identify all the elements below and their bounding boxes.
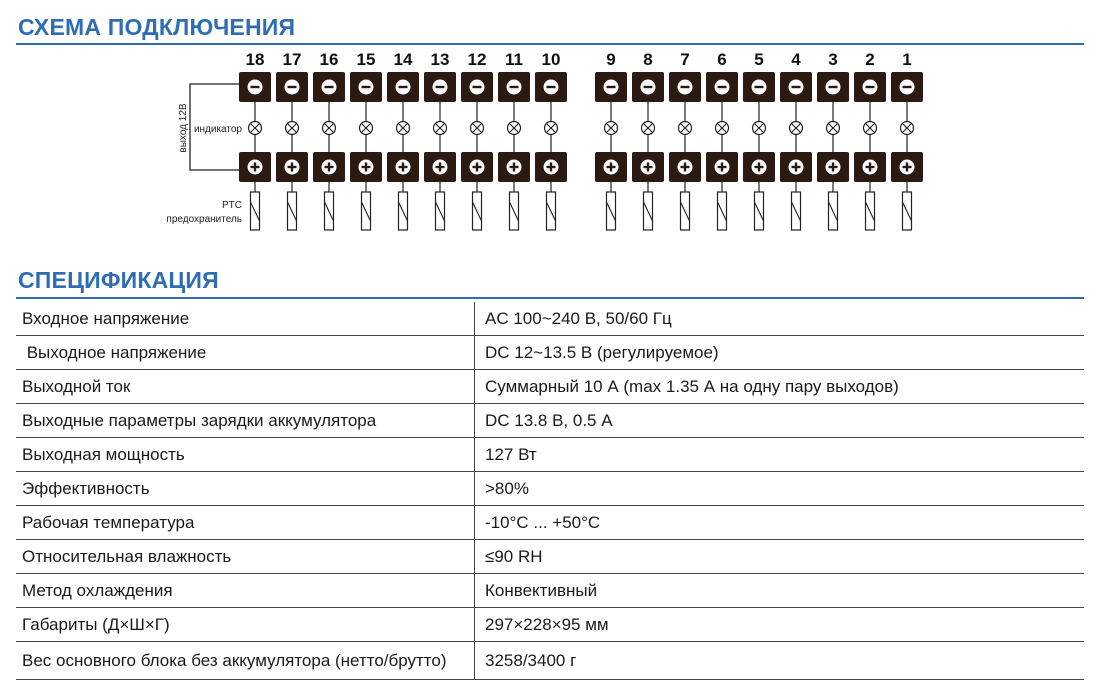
channel-left-0: [239, 50, 271, 230]
wiring-diagram: [0, 44, 1100, 244]
spec-row: [16, 336, 1084, 370]
channel-number: 16: [319, 50, 339, 69]
channel-number: 12: [467, 50, 487, 69]
spec-value: Суммарный 10 А (max 1.35 А на одну пару выходов): [475, 370, 1085, 404]
spec-table: [16, 302, 1084, 680]
spec-param: Габариты (Д×Ш×Г): [16, 608, 475, 642]
channel-left-7: [498, 50, 530, 230]
channel-number: 1: [902, 50, 912, 69]
spec-param: Эффективность: [16, 472, 475, 506]
channel-number: 6: [717, 50, 727, 69]
spec-row: [16, 472, 1084, 506]
channel-right-8: [891, 50, 923, 230]
spec-param: Метод охлаждения: [16, 574, 475, 608]
spec-param: Выходные параметры зарядки аккумулятора: [16, 404, 475, 438]
spec-value: Конвективный: [475, 574, 1085, 608]
spec-value: -10°C ... +50°C: [475, 506, 1085, 540]
spec-value: 297×228×95 мм: [475, 608, 1085, 642]
channel-right-1: [632, 50, 664, 230]
spec-row: [16, 438, 1084, 472]
channel-number: 18: [245, 50, 265, 69]
spec-row: [16, 370, 1084, 404]
spec-param: Рабочая температура: [16, 506, 475, 540]
spec-value: DC 12~13.5 В (регулируемое): [475, 336, 1085, 370]
channel-number: 4: [791, 50, 801, 69]
channel-number: 11: [505, 50, 523, 69]
spec-value: DC 13.8 В, 0.5 А: [475, 404, 1085, 438]
spec-row: [16, 540, 1084, 574]
channel-left-8: [535, 50, 567, 230]
spec-row: [16, 574, 1084, 608]
spec-value: 3258/3400 г: [475, 642, 1085, 680]
spec-param: Вес основного блока без аккумулятора (нетто/брутто): [16, 642, 475, 680]
channel-right-7: [854, 50, 886, 230]
indicator-label: индикатор: [193, 124, 242, 135]
channel-number: 9: [606, 50, 616, 69]
spec-row: [16, 608, 1084, 642]
channel-number: 2: [865, 50, 875, 69]
channel-number: 13: [430, 50, 450, 69]
channel-right-6: [817, 50, 849, 230]
channel-number: 15: [356, 50, 376, 69]
spec-value: >80%: [475, 472, 1085, 506]
channel-number: 17: [282, 50, 302, 69]
spec-value: ≤90 RH: [475, 540, 1085, 574]
channel-left-4: [387, 50, 419, 230]
channel-right-2: [669, 50, 701, 230]
channel-number: 5: [754, 50, 764, 69]
channel-left-6: [461, 50, 493, 230]
channel-number: 7: [680, 50, 690, 69]
spec-title-rule: [16, 297, 1084, 299]
channel-right-5: [780, 50, 812, 230]
channel-right-3: [706, 50, 738, 230]
spec-param: Выходная мощность: [16, 438, 475, 472]
spec-param: Относительная влажность: [16, 540, 475, 574]
spec-row: [16, 404, 1084, 438]
channel-number: 3: [828, 50, 838, 69]
spec-param: Выходное напряжение: [16, 336, 475, 370]
spec-value: AC 100~240 В, 50/60 Гц: [475, 302, 1085, 336]
channel-left-5: [424, 50, 456, 230]
channel-left-2: [313, 50, 345, 230]
spec-row: [16, 642, 1084, 680]
spec-row: [16, 506, 1084, 540]
scheme-title: СХЕМА ПОДКЛЮЧЕНИЯ: [18, 14, 296, 40]
spec-param: Входное напряжение: [16, 302, 475, 336]
spec-value: 127 Вт: [475, 438, 1085, 472]
spec-row: [16, 302, 1084, 336]
spec-param: Выходной ток: [16, 370, 475, 404]
channel-number: 8: [643, 50, 653, 69]
channel-left-3: [350, 50, 382, 230]
fuse-label: предохранитель: [166, 214, 242, 225]
channel-number: 14: [393, 50, 413, 69]
ptc-label: PTC: [222, 200, 242, 211]
spec-title: СПЕЦИФИКАЦИЯ: [18, 267, 219, 293]
channel-number: 10: [541, 50, 561, 69]
channel-right-4: [743, 50, 775, 230]
channel-right-0: [595, 50, 627, 230]
output-label: выход 12В: [178, 103, 189, 153]
channel-left-1: [276, 50, 308, 230]
